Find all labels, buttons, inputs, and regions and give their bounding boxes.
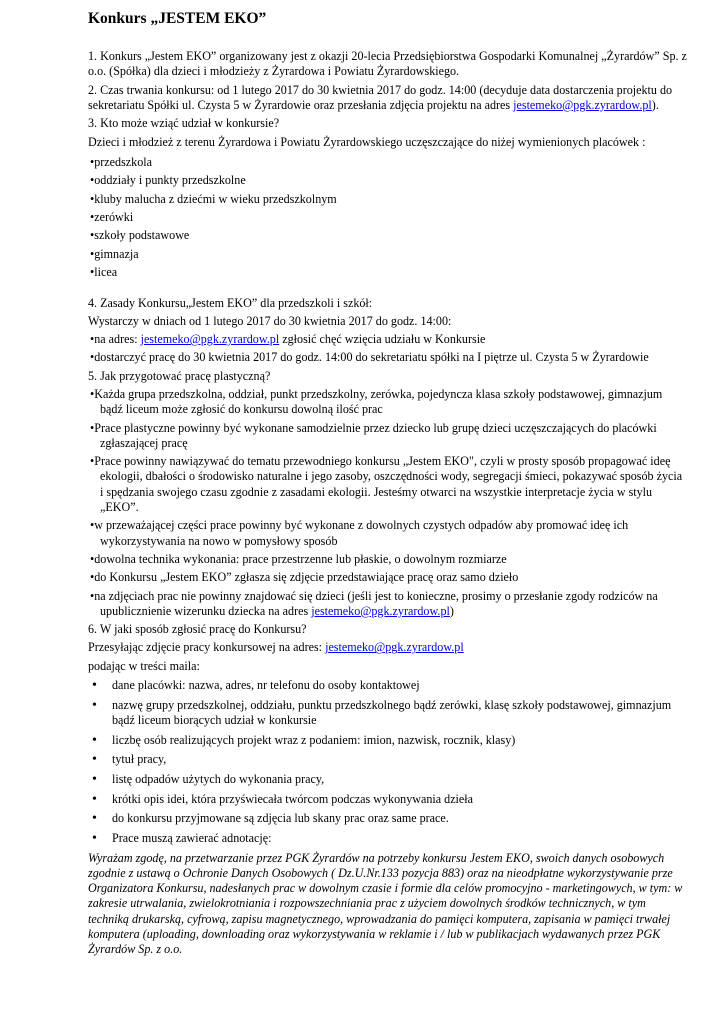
list-item: •Prace plastyczne powinny być wykonane samodzielnie przez dziecko lub grupę dzieci uczęszczających do placówki zgłaszającej pracę bbox=[90, 420, 657, 450]
section-3-list bbox=[88, 155, 688, 280]
list-item: • dane placówki: nazwa, adres, nr telefonu do osoby kontaktowej bbox=[88, 678, 688, 693]
section-4-heading: 4. Zasady Konkursu„Jestem EKO” dla przedszkoli i szkół: bbox=[88, 295, 373, 310]
list-item: •zerówki bbox=[90, 209, 134, 224]
list-item: • nazwę grupy przedszkolnej, oddziału, punktu przedszkolnego bądź zerówki, klasę szkoły podstawowej, gimnazjum bądź liceum biorących udział w konkursie bbox=[88, 698, 688, 729]
list-item: • do konkursu przyjmowane są zdjęcia lub skany prac oraz same prace. bbox=[88, 811, 688, 826]
section-6-intro-2: podając w treści maila: bbox=[88, 658, 200, 673]
paragraph-1: 1. Konkurs „Jestem EKO” organizowany jest z okazji 20-lecia Przedsiębiorstwa Gospodarki Komunalnej „Żyrardów” Sp. z o.o. (Spółka) dla dzieci i młodzieży z Żyrardowa i Powiatu Żyrardowskiego. bbox=[88, 49, 687, 79]
list-item: •oddziały i punkty przedszkolne bbox=[90, 173, 246, 188]
list-item: •do Konkursu „Jestem EKO” zgłasza się zdjęcie przedstawiające pracę oraz samo dzieło bbox=[90, 570, 519, 585]
list-item: •dowolna technika wykonania: prace przestrzenne lub płaskie, o dowolnym rozmiarze bbox=[90, 551, 507, 566]
list-item: •licea bbox=[90, 265, 118, 280]
email-link[interactable]: jestemeko@pgk.zyrardow.pl bbox=[325, 640, 464, 655]
section-5-list bbox=[88, 387, 688, 619]
spacer bbox=[88, 284, 688, 296]
email-link[interactable]: jestemeko@pgk.zyrardow.pl bbox=[513, 97, 652, 112]
list-item: •gimnazja bbox=[90, 246, 139, 261]
list-item: • listę odpadów użytych do wykonania pracy, bbox=[88, 772, 688, 787]
item-text: zgłosić chęć wzięcia udziału w Konkursie bbox=[279, 332, 486, 347]
list-item: •Prace powinny nawiązywać do tematu przewodniego konkursu „Jestem EKO", czyli w prosty sposób propagować ideę ekologii, dbałości o środowisko naturalne i jego zasoby, oszczędności wody, segregacji śmieci, pokazywać sposób życia i spędzania swojego czasu zgodnie z zasadami ekologii. Jesteśmy otwarci na wszystkie interpretacje życia w stylu „EKO”. bbox=[90, 454, 683, 515]
section-5-heading: 5. Jak przygotować pracę plastyczną? bbox=[88, 368, 271, 383]
section-6-heading: 6. W jaki sposób zgłosić pracę do Konkursu? bbox=[88, 622, 307, 637]
list-item: • liczbę osób realizujących projekt wraz z podaniem: imion, nazwisk, rocznik, klasy) bbox=[88, 733, 688, 748]
email-link[interactable]: jestemeko@pgk.zyrardow.pl bbox=[311, 603, 450, 618]
section-3-intro: Dzieci i młodzież z terenu Żyrardowa i Powiatu Żyrardowskiego uczęszczające do niżej wymienionych placówek : bbox=[88, 135, 646, 150]
paragraph-2-end: ). bbox=[651, 97, 659, 112]
list-item bbox=[90, 589, 688, 620]
list-item: •kluby malucha z dziećmi w wieku przedszkolnym bbox=[90, 191, 337, 206]
list-item: •Każda grupa przedszkolna, oddział, punkt przedszkolny, zerówka, pojedyncza klasa szkoły podstawowej, gimnazjum bądź liceum może zgłosić do konkursu dowolną ilość prac bbox=[90, 387, 663, 417]
section-4-item: •dostarczyć pracę do 30 kwietnia 2017 do godz. 14:00 do sekretariatu spółki na I piętrze ul. Czysta 5 w Żyrardowie bbox=[90, 350, 649, 365]
list-item: •przedszkola bbox=[90, 154, 152, 169]
list-item: •szkoły podstawowe bbox=[90, 228, 190, 243]
list-item: • Prace muszą zawierać adnotację: bbox=[88, 831, 688, 846]
section-4-intro: Wystarczy w dniach od 1 lutego 2017 do 30 kwietnia 2017 do godz. 14:00: bbox=[88, 313, 452, 328]
item-text: •na adres: bbox=[90, 332, 141, 347]
document-title: Konkurs „JESTEM EKO” bbox=[88, 10, 267, 27]
section-6-list bbox=[88, 678, 688, 846]
item-text: •na zdjęciach prac nie powinny znajdować się dzieci (jeśli jest to konieczne, prosimy o przesłanie zgody rodziców na upublicznienie wizerunku dziecka na adres bbox=[90, 588, 658, 618]
section-6-intro bbox=[88, 640, 688, 655]
list-item: • krótki opis idei, która przyświecała twórcom podczas wykonywania dzieła bbox=[88, 792, 688, 807]
paragraph-2-text: 2. Czas trwania konkursu: od 1 lutego 2017 do 30 kwietnia 2017 do godz. 14:00 (decyduje data dostarczenia projektu do sekretariatu Spółki ul. Czysta 5 w Żyrardowie oraz przesłania zdjęcia projektu na adres bbox=[88, 82, 673, 112]
list-item: •w przeważającej części prace powinny być wykonane z dowolnych czystych odpadów aby promować ideę ich wykorzystywania na nowo w pomysłowy sposób bbox=[90, 518, 629, 548]
paragraph-2 bbox=[88, 83, 688, 114]
item-text: ) bbox=[449, 603, 454, 618]
document-page bbox=[88, 10, 688, 957]
intro-text: Przesyłając zdjęcie pracy konkursowej na adres: bbox=[88, 640, 326, 655]
section-4-item bbox=[90, 332, 688, 347]
section-3-heading: 3. Kto może wziąć udział w konkursie? bbox=[88, 116, 280, 131]
email-link[interactable]: jestemeko@pgk.zyrardow.pl bbox=[140, 332, 280, 347]
consent-clause: Wyrażam zgodę, na przetwarzanie przez PGK Żyrardów na potrzeby konkursu Jestem EKO, swoich danych osobowych zgodnie z ustawą o Ochronie Danych Osobowych ( Dz.U.Nr.133 pozycja 883) oraz na nieodpłatne wykorzystywanie prze Organizatora Konkursu, nadesłanych prac w dowolnym czasie i formie dla celów promocyjno - marketingowych, w tym: w zakresie utrwalania, zwielokrotniania i rozpowszechniania prac z użyciem dowolnych środków technicznych, w tym techniką drukarską, cyfrową, zapisu magnetycznego, wprowadzania do pamięci komputera, zapisania w pamięci trwałej komputera (uploading, downloading oraz wykorzystywania w reklamie i / lub w publikacjach wydawanych przez PGK Żyrardów Sp. z o.o. bbox=[88, 850, 683, 957]
list-item: • tytuł pracy, bbox=[88, 752, 688, 767]
